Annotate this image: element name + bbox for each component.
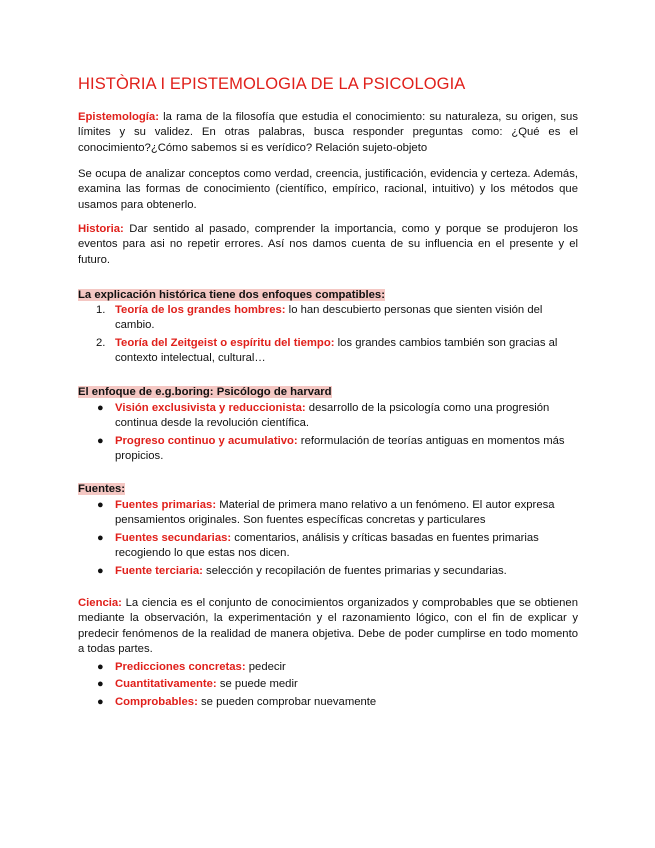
item-term: Fuentes secundarias: — [115, 531, 232, 544]
bullet-icon: ● — [97, 434, 104, 447]
epistemologia-term: Epistemología: — [78, 111, 159, 123]
epistemologia-text: la rama de la filosofía que estudia el conocimiento: su naturaleza, su origen, sus límites y su validez. En otras palabras, busca responder preguntas como: ¿Qué es el conocimiento?¿Cómo sabemos si es verídico? Relación sujeto-objeto — [78, 111, 578, 154]
bullet-icon: ● — [97, 564, 104, 577]
item-text: se pueden comprobar nuevamente — [197, 695, 377, 708]
bullet-icon: ● — [97, 499, 104, 511]
list-item — [78, 677, 578, 692]
bullet-icon: ● — [97, 695, 104, 708]
ciencia-term: Ciencia: — [78, 597, 122, 609]
ciencia-paragraph — [78, 596, 578, 658]
item-text: pedecir — [245, 661, 286, 673]
item-text: se puede medir — [216, 678, 298, 691]
list-item — [78, 401, 578, 432]
list-item — [78, 336, 578, 367]
item-term: Fuente terciaria: — [115, 564, 203, 577]
item-term: Visión exclusivista y reduccionista: — [115, 402, 306, 414]
explicacion-list — [78, 303, 578, 369]
item-text: selección y recopilación de fuentes primarias y secundarias. — [202, 564, 507, 577]
epistemologia-paragraph — [78, 110, 578, 156]
list-item — [78, 531, 578, 562]
ciencia-text: La ciencia es el conjunto de conocimientos organizados y comprobables que se obtienen mediante la observación, la experimentación y el razonamiento lógico, con el fin de explicar y predecir fenómenos de la realidad de manera objetiva. Debe de poder cumplirse en todo momento a todas partes. — [78, 597, 578, 656]
bullet-icon: ● — [97, 661, 104, 673]
item-text: desarrollo de la psicología como una progresión continua desde la revolución científica. — [115, 402, 550, 430]
item-text: lo han descubierto personas que sienten visión del cambio. — [115, 304, 543, 332]
page-title: HISTÒRIA I EPISTEMOLOGIA DE LA PSICOLOGIA — [78, 75, 466, 93]
list-item — [78, 564, 578, 579]
item-text: reformulación de teorías antiguas en momentos más propicios. — [115, 434, 565, 463]
item-term: Fuentes primarias: — [115, 499, 217, 511]
epistemologia-detail-paragraph: Se ocupa de analizar conceptos como verdad, creencia, justificación, evidencia y certeza. Además, examina las formas de conocimiento (científico, empírico, racional, intuitivo) y los métodos que usamos para obtenerlo. — [78, 168, 578, 211]
list-marker: 1. — [96, 304, 106, 316]
item-text: Material de primera mano relativo a un fenómeno. El autor expresa pensamientos originales. Son fuentes específicas concretas y particulares — [115, 499, 555, 527]
list-item — [78, 695, 578, 710]
bullet-icon: ● — [97, 678, 104, 691]
ciencia-list — [78, 660, 578, 712]
historia-term: Historia: — [78, 223, 124, 235]
list-item — [78, 434, 578, 465]
item-term: Predicciones concretas: — [115, 661, 246, 673]
historia-text: Dar sentido al pasado, comprender la importancia, como y porque se produjeron los eventos para asi no repetir errores. Así nos damos cuenta de su influencia en el presente y el futuro. — [78, 223, 578, 266]
list-marker: 2. — [96, 336, 106, 349]
list-item — [78, 303, 578, 334]
item-text: los grandes cambios también son gracias al contexto intelectual, cultural… — [115, 336, 558, 365]
boring-heading: El enfoque de e.g.boring: Psicólogo de harvard — [78, 386, 332, 398]
item-text: comentarios, análisis y críticas basadas en fuentes primarias recogiendo lo que estas nos dicen. — [115, 531, 539, 560]
item-term: Cuantitativamente: — [115, 678, 217, 691]
explicacion-heading: La explicación histórica tiene dos enfoques compatibles: — [78, 289, 385, 301]
list-item — [78, 498, 578, 529]
fuentes-list — [78, 498, 578, 581]
list-item — [78, 660, 578, 675]
item-term: Teoría de los grandes hombres: — [115, 304, 286, 316]
boring-list — [78, 401, 578, 467]
bullet-icon: ● — [97, 402, 104, 414]
bullet-icon: ● — [97, 531, 104, 544]
item-term: Progreso continuo y acumulativo: — [115, 434, 298, 447]
historia-paragraph — [78, 222, 578, 268]
item-term: Comprobables: — [115, 695, 198, 708]
fuentes-heading: Fuentes: — [78, 483, 126, 495]
item-term: Teoría del Zeitgeist o espíritu del tiempo: — [115, 336, 335, 349]
